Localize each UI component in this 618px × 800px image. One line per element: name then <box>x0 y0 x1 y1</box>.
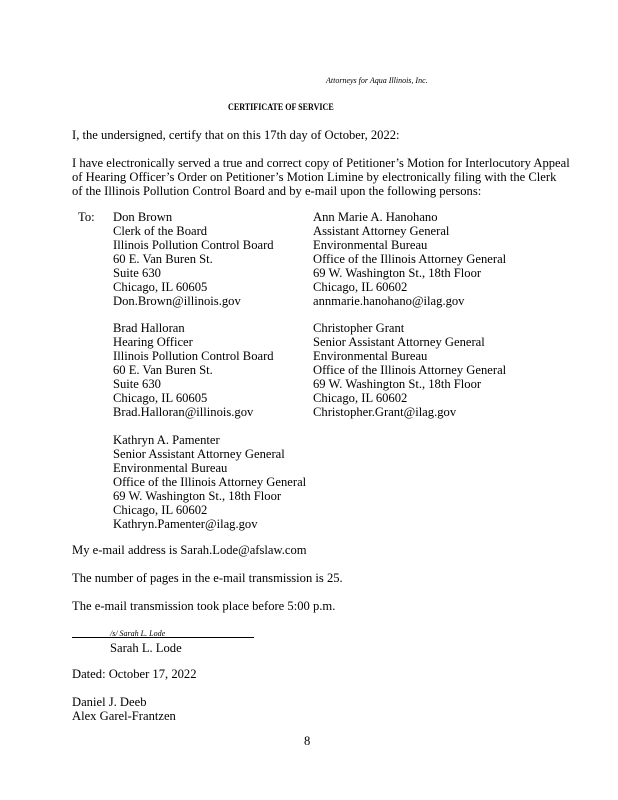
recipient-title: Clerk of the Board <box>113 224 208 238</box>
signer-name: Sarah L. Lode <box>110 641 182 655</box>
recipient-bureau: Environmental Bureau <box>313 238 428 252</box>
recipient-title: Senior Assistant Attorney General <box>313 335 485 349</box>
recipient-title: Senior Assistant Attorney General <box>113 447 285 461</box>
to-label: To: <box>78 210 95 224</box>
recipient-city: Chicago, IL 60602 <box>313 280 408 294</box>
handwritten-signature: /s/ Sarah L. Lode <box>110 629 166 638</box>
counsel-2: Alex Garel-Frantzen <box>72 709 176 723</box>
served-line-2: of Hearing Officer’s Order on Petitioner’s Motion Limine by electronically filing with the Clerk <box>72 170 557 184</box>
recipient-don-brown <box>113 210 274 308</box>
recipient-org: Illinois Pollution Control Board <box>113 238 274 252</box>
recipient-city: Chicago, IL 60602 <box>313 391 408 405</box>
recipient-suite: Suite 630 <box>113 266 161 280</box>
recipient-street: 69 W. Washington St., 18th Floor <box>313 377 482 391</box>
email-address-statement: My e-mail address is Sarah.Lode@afslaw.com <box>72 543 307 557</box>
recipient-city: Chicago, IL 60605 <box>113 391 208 405</box>
recipient-street: 69 W. Washington St., 18th Floor <box>113 489 282 503</box>
served-line-1: I have electronically served a true and correct copy of Petitioner’s Motion for Interlocutory Appeal <box>72 156 570 170</box>
served-paragraph <box>72 156 570 198</box>
recipient-org: Office of the Illinois Attorney General <box>313 252 507 266</box>
attorneys-line: Attorneys for Aqua Illinois, Inc. <box>326 76 428 85</box>
recipient-email: Brad.Halloran@illinois.gov <box>113 405 254 419</box>
recipient-title: Assistant Attorney General <box>313 224 450 238</box>
recipient-street: 60 E. Van Buren St. <box>113 252 213 266</box>
recipient-email: Christopher.Grant@ilag.gov <box>313 405 457 419</box>
counsel-1: Daniel J. Deeb <box>72 695 147 709</box>
recipient-name: Christopher Grant <box>313 321 405 335</box>
recipient-kathryn-pamenter <box>113 433 306 531</box>
recipient-street: 69 W. Washington St., 18th Floor <box>313 266 482 280</box>
recipient-org: Illinois Pollution Control Board <box>113 349 274 363</box>
recipient-city: Chicago, IL 60605 <box>113 280 208 294</box>
recipient-email: Don.Brown@illinois.gov <box>113 294 241 308</box>
recipient-name: Kathryn A. Pamenter <box>113 433 220 447</box>
recipient-title: Hearing Officer <box>113 335 193 349</box>
recipient-bureau: Environmental Bureau <box>313 349 428 363</box>
recipient-name: Ann Marie A. Hanohano <box>313 210 438 224</box>
recipient-org: Office of the Illinois Attorney General <box>113 475 307 489</box>
recipient-christopher-grant <box>313 321 506 419</box>
recipient-city: Chicago, IL 60602 <box>113 503 208 517</box>
page-number: 8 <box>304 734 311 748</box>
served-line-3: of the Illinois Pollution Control Board and by e-mail upon the following persons: <box>72 184 482 198</box>
recipient-name: Don Brown <box>113 210 173 224</box>
recipient-street: 60 E. Van Buren St. <box>113 363 213 377</box>
time-statement: The e-mail transmission took place before 5:00 p.m. <box>72 599 336 613</box>
pages-statement: The number of pages in the e-mail transmission is 25. <box>72 571 343 585</box>
recipient-brad-halloran <box>113 321 274 419</box>
certificate-title: CERTIFICATE OF SERVICE <box>228 103 334 113</box>
recipient-suite: Suite 630 <box>113 377 161 391</box>
recipient-email: annmarie.hanohano@ilag.gov <box>313 294 465 308</box>
certify-line: I, the undersigned, certify that on this 17th day of October, 2022: <box>72 128 400 142</box>
recipient-name: Brad Halloran <box>113 321 185 335</box>
recipient-bureau: Environmental Bureau <box>113 461 228 475</box>
dated-line: Dated: October 17, 2022 <box>72 667 197 681</box>
recipient-ann-marie <box>313 210 506 308</box>
signature-line <box>72 637 254 638</box>
recipient-email: Kathryn.Pamenter@ilag.gov <box>113 517 258 531</box>
recipient-org: Office of the Illinois Attorney General <box>313 363 507 377</box>
